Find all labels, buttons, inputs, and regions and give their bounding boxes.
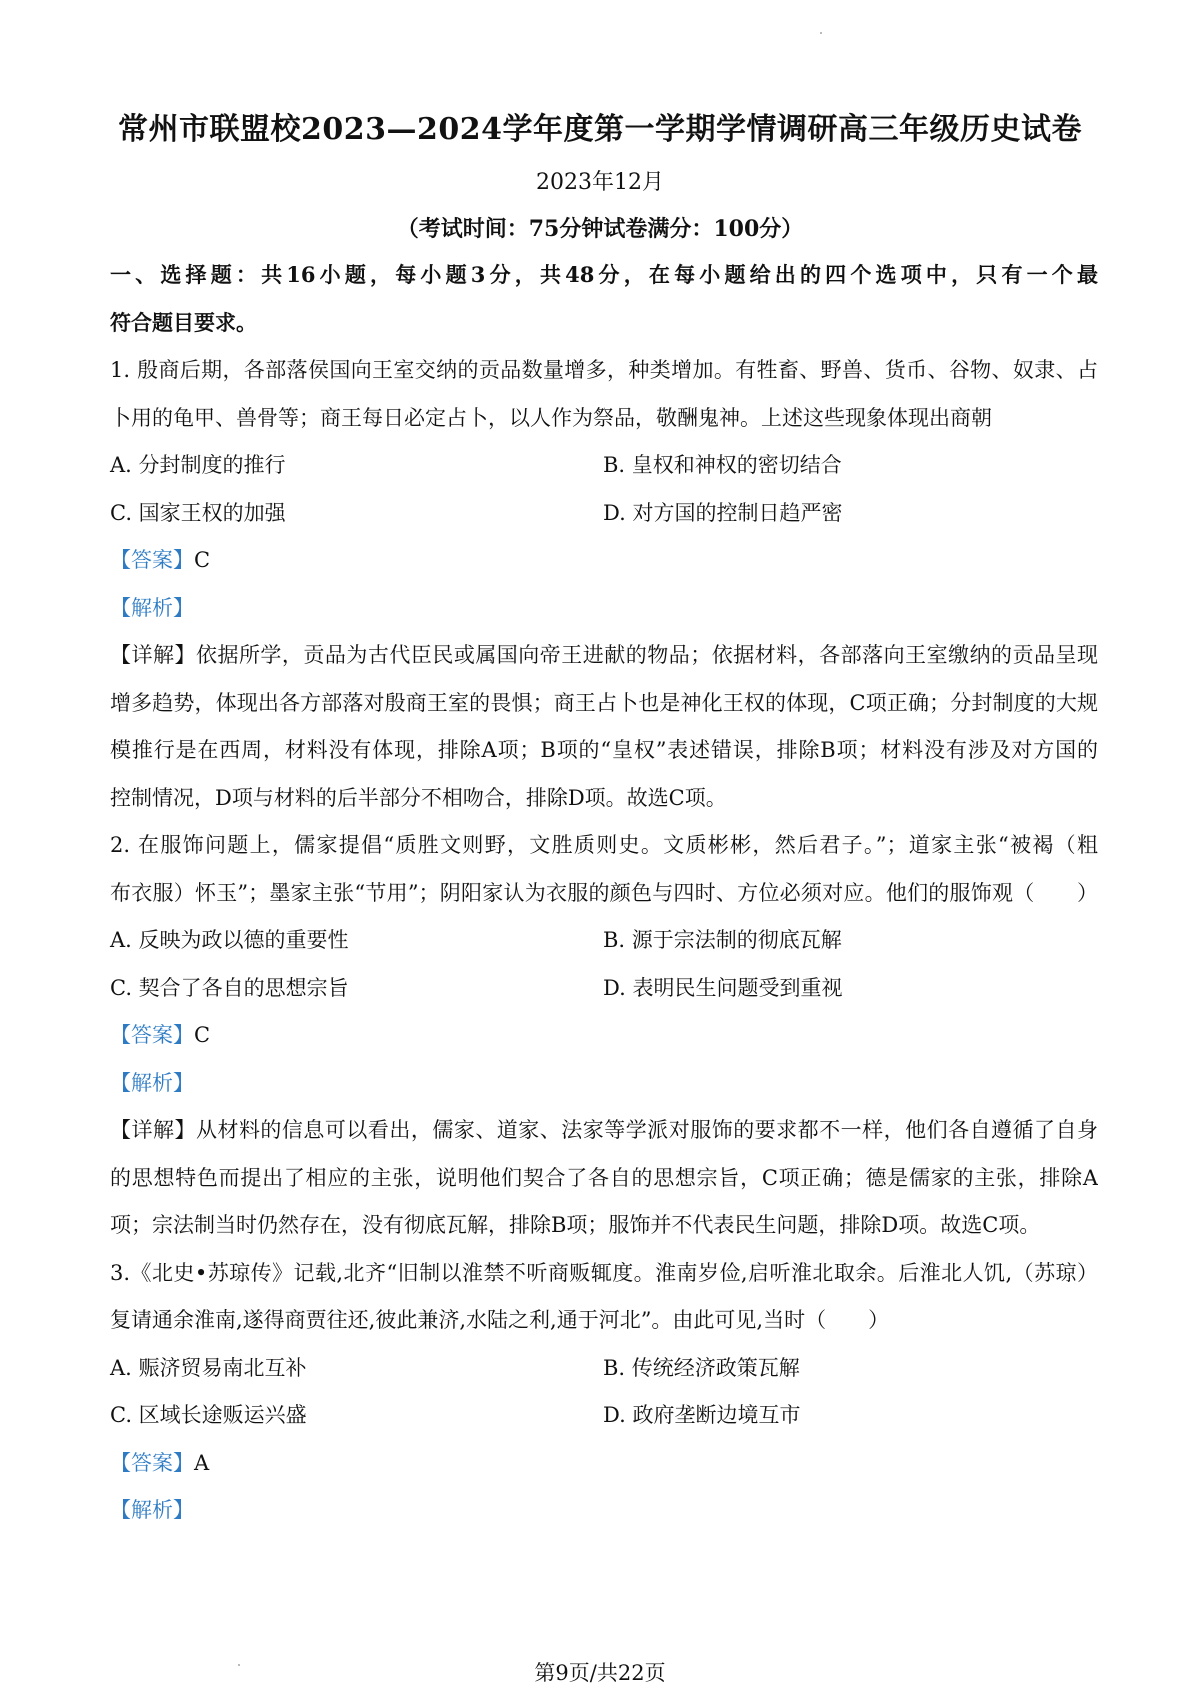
option-c: C. 契合了各自的思想宗旨 xyxy=(110,975,349,1000)
detail-label: 【详解】 xyxy=(110,643,196,667)
detail-line: 【详解】依据所学，贡品为古代臣民或属国向帝王进献的物品；依据材料，各部落向王室缴纳的贡品呈现 xyxy=(110,643,1098,667)
detail-line: 模推行是在西周，材料没有体现，排除A项；B项的“皇权”表述错误，排除B项；材料没有涉及对方国的 xyxy=(110,738,1098,762)
document-title: 常州市联盟校2023—2024学年度第一学期学情调研高三年级历史试卷 xyxy=(118,112,1082,147)
question-stem: 复请通余淮南,遂得商贾往还,彼此兼济,水陆之利,通于河北”。由此可见,当时（ ） xyxy=(110,1308,890,1332)
option-b: B. 传统经济政策瓦解 xyxy=(603,1355,800,1380)
option-a: A. 反映为政以德的重要性 xyxy=(110,928,349,952)
detail-line: 【详解】从材料的信息可以看出，儒家、道家、法家等学派对服饰的要求都不一样，他们各自遵循了自身 xyxy=(110,1118,1098,1142)
analysis-label: 【解析】 xyxy=(110,1070,194,1095)
answer xyxy=(110,543,1098,591)
option-d: D. 政府垄断边境互市 xyxy=(603,1403,801,1427)
option-a: A. 赈济贸易南北互补 xyxy=(110,1355,307,1380)
answer-value: C xyxy=(194,548,211,572)
answer-value: C xyxy=(194,1023,211,1047)
question-stem: 1. 殷商后期，各部落侯国向王室交纳的贡品数量增多，种类增加。有牲畜、野兽、货币、谷物、奴隶、占 xyxy=(110,358,1098,382)
answer-label: 【答案】 xyxy=(110,1023,194,1047)
analysis-label: 【解析】 xyxy=(110,595,194,620)
detail-line: 项；宗法制当时仍然存在，没有彻底瓦解，排除B项；服饰并不代表民生问题，排除D项。故选C项。 xyxy=(110,1213,1041,1237)
question-stem: 3.《北史•苏琼传》记载,北齐“旧制以淮禁不听商贩辄度。淮南岁俭,启听淮北取余。后淮北人饥,（苏琼） xyxy=(110,1260,1098,1285)
question-2 xyxy=(110,828,1098,1256)
option-b: B. 源于宗法制的彻底瓦解 xyxy=(603,928,842,952)
detail-line: 控制情况，D项与材料的后半部分不相吻合，排除D项。故选C项。 xyxy=(110,785,727,810)
detail-line: 增多趋势，体现出各方部落对殷商王室的畏惧；商王占卜也是神化王权的体现，C项正确；分封制度的大规 xyxy=(110,690,1098,715)
option-c: C. 区域长途贩运兴盛 xyxy=(110,1403,307,1427)
option-d: D. 对方国的控制日趋严密 xyxy=(603,500,843,525)
question-1 xyxy=(110,353,1098,828)
detail-label: 【详解】 xyxy=(110,1118,196,1142)
detail-line: 的思想特色而提出了相应的主张，说明他们契合了各自的思想宗旨，C项正确；德是儒家的主张，排除A xyxy=(110,1165,1098,1190)
question-3 xyxy=(110,1256,1098,1541)
scan-speck xyxy=(820,32,822,34)
section-heading: 一、选择题：共16小题，每小题3分，共48分，在每小题给出的四个选项中，只有一个最 xyxy=(110,262,1098,287)
answer xyxy=(110,1018,1098,1066)
section-heading-cont: 符合题目要求。 xyxy=(110,309,257,335)
exam-date: 2023年12月 xyxy=(536,170,664,195)
answer-label: 【答案】 xyxy=(110,548,194,572)
answer xyxy=(110,1446,1098,1494)
question-stem: 卜用的龟甲、兽骨等；商王每日必定占卜，以人作为祭品，敬酬鬼神。上述这些现象体现出商朝 xyxy=(110,405,992,430)
question-stem: 2. 在服饰问题上，儒家提倡“质胜文则野，文胜质则史。文质彬彬，然后君子。”；道家主张“被褐（粗 xyxy=(110,833,1098,857)
option-a: A. 分封制度的推行 xyxy=(110,453,286,477)
analysis-label: 【解析】 xyxy=(110,1498,194,1522)
answer-label: 【答案】 xyxy=(110,1450,194,1475)
question-stem: 布衣服）怀玉”；墨家主张“节用”；阴阳家认为衣服的颜色与四时、方位必须对应。他们的服饰观（ ） xyxy=(110,880,1098,905)
exam-info: （考试时间：75分钟试卷满分：100分） xyxy=(396,216,804,242)
document-body xyxy=(110,258,1098,1541)
answer-value: A xyxy=(194,1450,210,1475)
option-c: C. 国家王权的加强 xyxy=(110,500,286,525)
page-number: 第9页/共22页 xyxy=(534,1661,666,1685)
option-d: D. 表明民生问题受到重视 xyxy=(603,975,843,1000)
option-b: B. 皇权和神权的密切结合 xyxy=(603,453,842,477)
